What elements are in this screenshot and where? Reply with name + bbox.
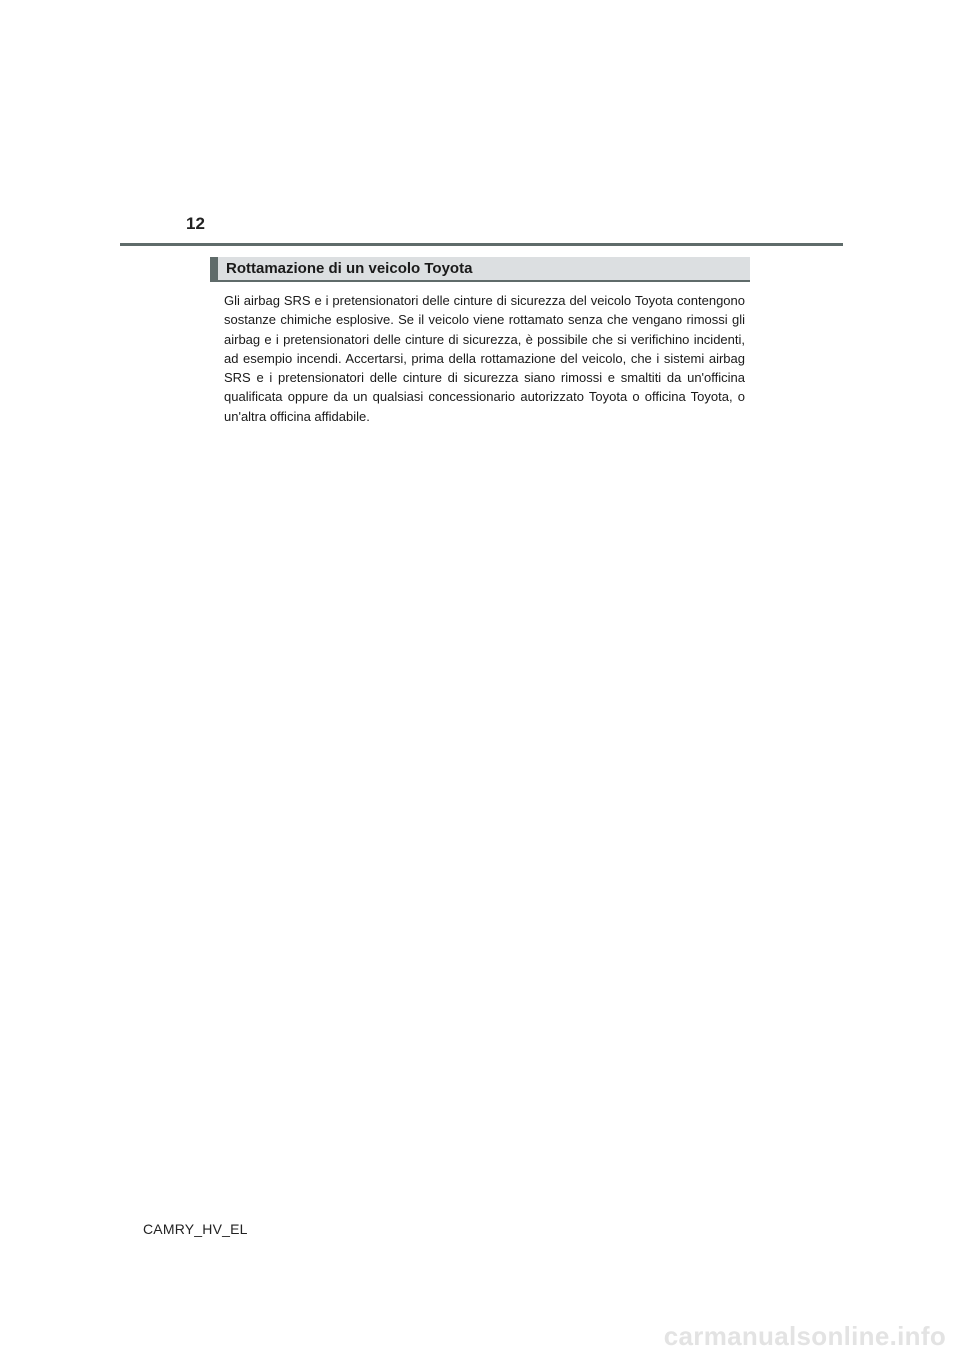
header-divider [120,243,843,246]
document-code: CAMRY_HV_EL [143,1221,248,1237]
section-paragraph: Gli airbag SRS e i pretensionatori delle cinture di sicurezza del veicolo Toyota contengono sostanze chimiche esplosive. Se il veicolo viene rottamato senza che vengano rimossi gli airbag e i pretensionatori delle cinture di sicurezza, è possibile che si verifichino incidenti, ad esempio incendi. Accertarsi, prima della rottamazione del veicolo, che i sistemi airbag SRS e i pretensionatori delle cinture di sicurezza siano rimossi e smaltiti da un'officina qualificata oppure da un qualsiasi concessionario autorizzato Toyota o officina Toyota, o un'altra officina affidabile. [224,293,745,424]
section-title: Rottamazione di un veicolo Toyota [226,260,473,277]
page-number: 12 [186,214,205,233]
site-watermark: carmanualsonline.info [663,1321,946,1351]
section-heading [210,257,750,282]
section-heading-accent-bar [210,257,218,280]
